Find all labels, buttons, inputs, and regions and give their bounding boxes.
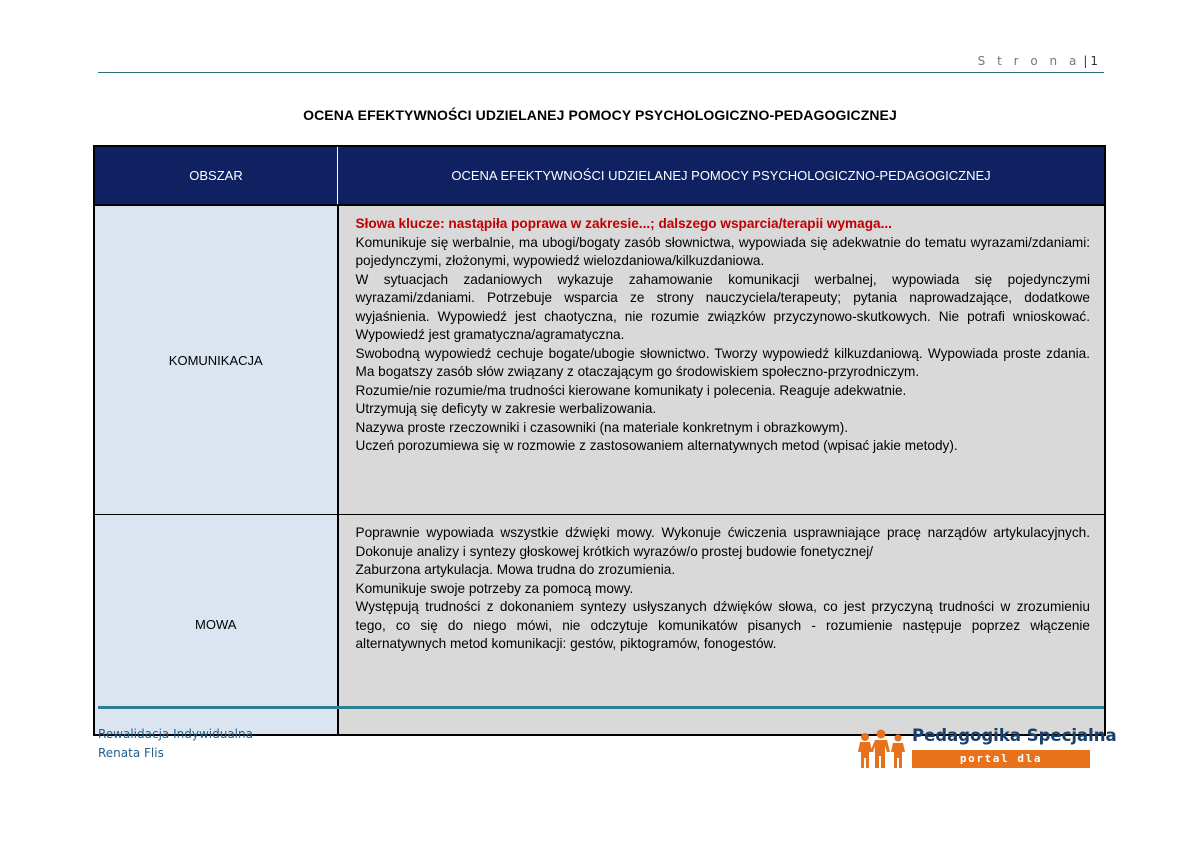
page-word: S t r o n a xyxy=(977,54,1081,68)
table-header-row xyxy=(94,146,1105,205)
assessment-table xyxy=(93,145,1106,736)
description-line: Występują trudności z dokonaniem syntezy usłyszanych dźwięków słowa, co jest przyczyną trudności w zrozumieniu tego, co się do niego mówi, nie odczytuje komunikatów pisanych - rozumienie następuje poprzez włączenie alternatywnych metod komunikacji: gestów, piktogramów, fonogestów. xyxy=(355,599,1090,651)
footer-divider xyxy=(98,706,1104,709)
page-number-value: 1 xyxy=(1090,54,1098,68)
table-row xyxy=(94,515,1105,736)
keywords-text: Słowa klucze: nastąpiła poprawa w zakresie...; dalszego wsparcia/terapii wymaga... xyxy=(355,216,892,231)
description-line: Nazywa proste rzeczowniki i czasowniki (na materiale konkretnym i obrazkowym). xyxy=(355,419,849,435)
area-cell: MOWA xyxy=(94,515,338,736)
pedagogika-specjalna-logo[interactable] xyxy=(857,726,1117,783)
logo-subtitle: portal dla nauczycieli xyxy=(912,750,1090,768)
description-line: Swobodną wypowiedź cechuje bogate/ubogie słownictwo. Tworzy wypowiedź kilkuzdaniową. Wypowiada proste zdania. Ma bogatszy zasób słów związany z otaczającym go środowiskiem społeczno-przyrodniczym. xyxy=(355,345,1090,379)
column-header-area: OBSZAR xyxy=(94,146,338,205)
description-line: Komunikuje swoje potrzeby za pomocą mowy. xyxy=(355,580,634,596)
description-line: Zaburzona artykulacja. Mowa trudna do zrozumienia. xyxy=(355,562,676,577)
description-line: Rozumie/nie rozumie/ma trudności kierowane komunikaty i polecenia. Reaguje adekwatnie. xyxy=(355,382,907,398)
footer-line-1: Rewalidacja Indywidualna xyxy=(98,727,253,741)
family-people-icon xyxy=(857,728,907,770)
column-header-assessment: OCENA EFEKTYWNOŚCI UDZIELANEJ POMOCY PSYCHOLOGICZNO-PEDAGOGICZNEJ xyxy=(338,146,1106,205)
description-line: Komunikuje się werbalnie, ma ubogi/bogaty zasób słownictwa, wypowiada się adekwatnie do tematu wyrazami/zdaniami: pojedynczymi, złożonymi, wypowiedź wielozdaniowa/kilkuzdaniowa. xyxy=(355,234,1090,268)
logo-title: Pedagogika Specjalna xyxy=(912,726,1117,745)
table-row xyxy=(94,205,1105,515)
footer-credits xyxy=(98,725,253,763)
area-cell: KOMUNIKACJA xyxy=(94,205,338,515)
description-line: Utrzymują się deficyty w zakresie werbalizowania. xyxy=(355,401,657,416)
description-cell xyxy=(338,515,1106,736)
document-title: OCENA EFEKTYWNOŚCI UDZIELANEJ POMOCY PSYCHOLOGICZNO-PEDAGOGICZNEJ xyxy=(303,107,897,123)
description-line: W sytuacjach zadaniowych wykazuje zahamowanie komunikacji werbalnej, wypowiada się pojedynczymi wyrazami/zdaniami. Potrzebuje wsparcia ze strony nauczyciela/terapeuty; pytania naprowadzające, dodatkowe wyjaśnienia. Wypowiedź jest chaotyczna, nie rozumie związków przyczynowo-skutkowych. Nie potrafi wnioskować. Wypowiedź jest gramatyczna/agramatyczna. xyxy=(355,271,1090,342)
page-separator: | xyxy=(1083,54,1088,68)
description-cell xyxy=(338,205,1106,515)
footer-line-2: Renata Flis xyxy=(98,746,164,760)
page-header xyxy=(98,52,1104,73)
description-line: Poprawnie wypowiada wszystkie dźwięki mowy. Wykonuje ćwiczenia usprawniające pracę narządów artykulacyjnych. Dokonuje analizy i syntezy głoskowej krótkich wyrazów/o prostej budowie fonetycznej/ xyxy=(355,525,1090,559)
description-line: Uczeń porozumiewa się w rozmowie z zastosowaniem alternatywnych metod (wpisać jakie metody). xyxy=(355,438,958,453)
page-number xyxy=(978,54,1098,68)
